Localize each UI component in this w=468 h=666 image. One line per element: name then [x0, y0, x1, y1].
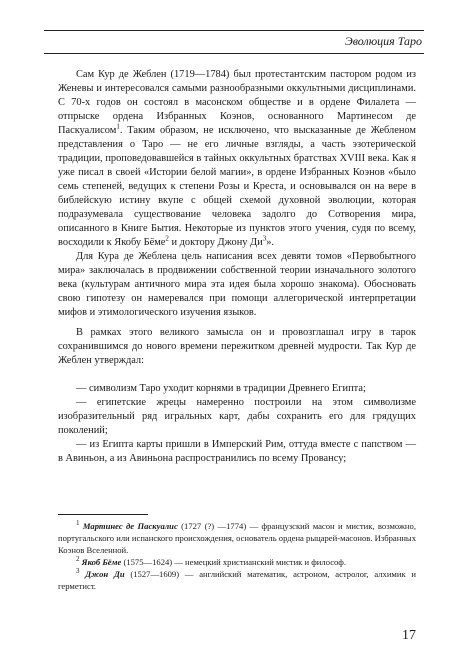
paragraph-3: В рамках этого великого замысла он и провозглашал игру в тарок сохранившимся до нового времени пережитком древней мудрости. Так Кур де Жеблен утверждал: — [58, 327, 416, 366]
footnote-number: 1 — [76, 519, 80, 528]
footnote-text: (1575—1624) — немецкий христианский мистик и философ. — [121, 557, 347, 567]
paragraph-1 — [58, 68, 416, 250]
footnote-ref-1: 1 — [116, 122, 120, 131]
footnote-ref-2: 2 — [165, 234, 169, 243]
paragraph-1-text-d: ». — [266, 237, 274, 248]
footnote-number: 2 — [76, 555, 80, 564]
footnote-divider — [58, 514, 148, 515]
page-number: 17 — [402, 628, 416, 643]
footnote-ref-3: 3 — [262, 234, 267, 243]
paragraph-1-text-a: Сам Кур де Жеблен (1719—1784) был протестантским пастором родом из Женевы и интересовался самыми разнообразными оккультными дисциплинами. С 70-х годов он состоял в масонском обществе и в ордене Филалета — отпрыске ордена Избранных Коэнов, основанного Мартинесом де Паскуалисом — [58, 69, 416, 136]
footnote-name: Мартинес де Паскуалис — [82, 521, 178, 531]
footnote-1 — [58, 520, 416, 556]
list-item-1: — символизм Таро уходит корнями в традиции Древнего Египта; — [76, 383, 366, 394]
footnote-name: Джон Ди — [85, 569, 125, 579]
footnote-number: 3 — [76, 567, 80, 576]
footnote-name: Якоб Бёме — [81, 557, 122, 567]
list-item-3: — из Египта карты пришли в Имперский Рим, оттуда вместе с папством — в Авиньон, а из Авиньона распространились по всему Провансу; — [58, 439, 416, 464]
paragraph-1-text-c: и доктору Джону Ди — [168, 237, 263, 248]
paragraph-1-text-b: . Таким образом, не исключено, что высказанные де Жебленом представления о Таро — не его личные взгляды, а часть эзотерической традиции, проповедовавшейся в тайных оккультных братствах XVIII века. Как я уже писал в своей «Истории белой магии», в ордене Избранных Коэнов «было семь степеней, ведущих к степени Розы и Креста, и основывался он на вере в библейскую истину вкупе с общей схемой духовной эволюции, которая подразумевала существование человека задолго до Сотворения мира, описанного в Книге Бытия. Некоторые из пунктов этого учения, судя по всему, восходили к Якобу Бёме — [58, 125, 416, 248]
running-header — [44, 30, 424, 54]
list-item-2: — египетские жрецы намеренно построили на этом символизме изобразительный ряд игральных карт, дабы сохранить его для грядущих поколений; — [58, 397, 416, 436]
paragraph-2: Для Кура де Жеблена цель написания всех девяти томов «Первобытного мира» заключалась в продвижении собственной теории изначального золотого века (культурам античного мира эта идея была хорошо знакома). Обосновать свою гипотезу он намеревался при помощи аллегорической интерпретации мифов и этимологического изучения языков. — [58, 251, 416, 318]
footnote-3 — [58, 568, 416, 592]
footnote-text: (1527—1609) — английский математик, астроном, астролог, алхимик и герметист. — [58, 569, 416, 591]
running-header-title: Эволюция Таро — [344, 34, 422, 48]
footnote-text: (1727 (?) —1774) — французский масон и мистик, возможно, португальского или испанского происхождения, основатель ордена рыцарей-масонов. Избранных Коэнов Вселенной. — [58, 521, 416, 555]
main-text — [58, 68, 416, 466]
footnotes — [58, 520, 416, 592]
footnote-2 — [58, 556, 416, 568]
